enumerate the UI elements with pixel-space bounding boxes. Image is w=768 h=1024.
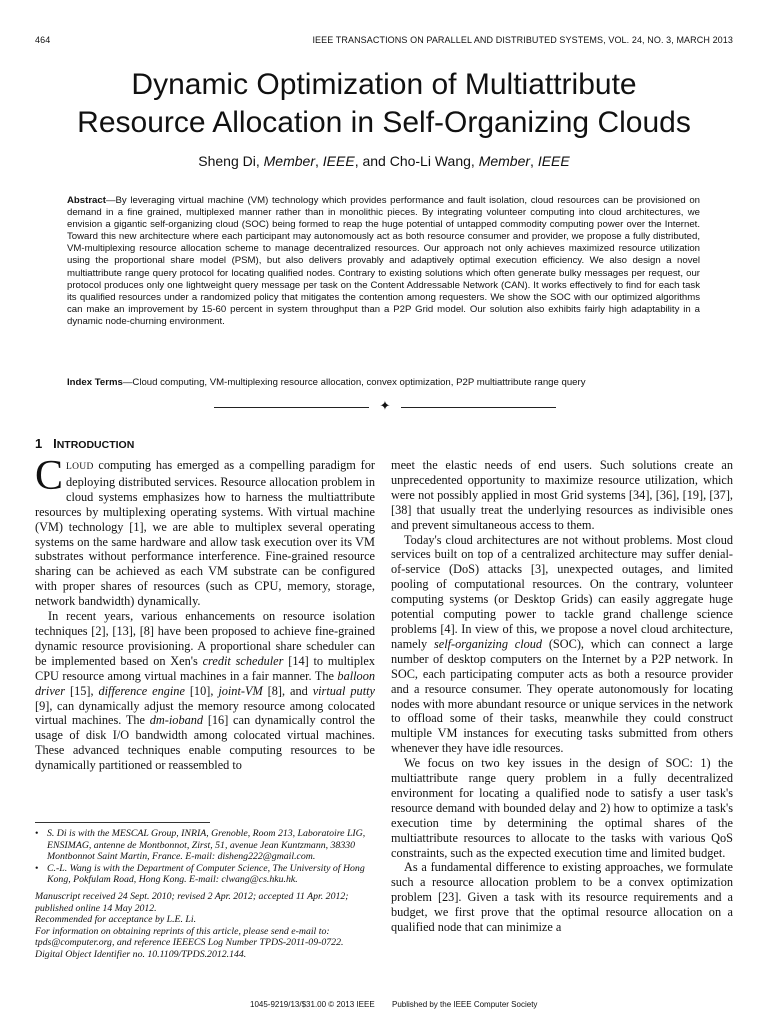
italic-term: dm-ioband [149, 713, 204, 728]
index-terms [67, 377, 707, 389]
bullet-icon: • [35, 828, 39, 839]
paragraph-text: [14] to multiplex CPU resource among virtual machines in a fair manner. The [35, 653, 375, 683]
bullet-icon: • [35, 862, 39, 874]
paragraph-text: [10], [184, 683, 219, 698]
separator-diamond-icon: ✦ [379, 398, 391, 413]
paragraph [35, 453, 375, 609]
italic-term: self-organizing cloud [433, 636, 543, 651]
italic-term: difference engine [98, 683, 185, 698]
italic-term: credit scheduler [202, 653, 284, 668]
manuscript-dates: Manuscript received 24 Sept. 2010; revised 2 Apr. 2012; accepted 11 Apr. 2012; published online 14 May 2012. [35, 890, 349, 914]
footnote-affiliation-2 [35, 863, 380, 886]
title-line-2: Resource Allocation in Self-Organizing Clouds [77, 106, 691, 139]
abstract-text: —By leveraging virtual machine (VM) technology which provides performance and fault isolation, cloud resources can be provisioned on demand in a fine grained, multiplexed manner rather than in monolithic pieces. By integrating volunteer computing into cloud architectures, we envision a gigantic self-organizing cloud (SOC) being formed to reap the huge potential of untapped commodity computing power over the Internet. Toward this new architecture where each participant may autonomously act as both resource consumer and provider, we propose a fully distributed, VM-multiplexing resource allocation scheme to manage decentralized resources. Our approach not only achieves maximized resource utilization using the proportional share model (PSM), but also delivers provably and adaptively optimal execution efficiency. We also design a novel multiattribute range query protocol for locating qualified nodes. Contrary to existing solutions which often generate bulky messages per request, our protocol produces only one lightweight query message per task on the Content Addressable Network (CAN). It works effectively to find for each task its qualified resources under a randomized policy that mitigates the contention among requesters. We show the SOC with our optimized algorithms can make an improvement by 15-60 percent in system throughput than a P2P Grid model. Our solution also exhibits fairly high adaptability in a dynamic node-churning environment. [67, 195, 700, 327]
footnote-text: C.-L. Wang is with the Department of Computer Science, The University of Hong Kong, Pokfulam Road, Hong Kong. E-mail: clwang@cs.hku.hk. [47, 862, 365, 886]
paragraph-text: computing has emerged as a compelling paradigm for deploying distributed services. Resource allocation problem in cloud systems emphasizes how to harness the multiattribute resources by multiplexing operating systems. With virtual machine (VM) technology [1], we are able to multiplex several operating systems on the same hardware and allow task execution over its VM substrates without performance interference. Fine-grained resource sharing can be achieved as each VM substrate can be configured with proper shares of resources (such as CPU, memory, storage, network bandwidth) dynamically. [35, 458, 375, 609]
drop-cap: C [35, 453, 64, 499]
abstract-label: Abstract [67, 195, 106, 206]
italic-term: joint-VM [218, 683, 263, 698]
footnote-affiliation-1 [35, 828, 380, 863]
index-terms-label: Index Terms [67, 377, 123, 388]
reprints-info: For information on obtaining reprints of this article, please send e-mail to: tpds@computer.org, and reference IEEECS Log Number TPDS-2011-09-0722. [35, 925, 344, 949]
section-title-initial: I [53, 436, 57, 451]
doi: Digital Object Identifier no. 10.1109/TPDS.2012.144. [35, 948, 247, 960]
paragraph-text: In recent years, various enhancements on resource isolation techniques [2], [13], [8] have been proposed to achieve fine-grained dynamic resource provisioning. A proportional share scheduler can be implemented based on Xen's [35, 609, 375, 668]
section-number: 1 [35, 436, 43, 451]
author-and: , and Cho-Li Wang, [354, 153, 479, 169]
paragraph-text: [15], [65, 683, 99, 698]
italic-term: balloon driver [35, 668, 375, 698]
right-column [391, 458, 733, 935]
paragraph-text: [16] can dynamically control the usage of disk I/O bandwidth among colocated virtual machines. These advanced techniques enable computing resources to be dynamically partitioned or reassembled to [35, 713, 375, 773]
left-column [35, 453, 375, 773]
paragraph: As a fundamental difference to existing approaches, we formulate such a resource allocation problem to be a convex optimization problem [23]. Given a task with its resource requirements and a budget, we first prove that the optimal resource allocation on a qualified node that can minimize a [391, 860, 733, 935]
running-head [35, 35, 733, 49]
paragraph-text: [8], and [262, 683, 313, 698]
footnote-text: S. Di is with the MESCAL Group, INRIA, Grenoble, Room 213, Laboratoire LIG, ENSIMAG, antenne de Montbonnot, Zirst, 51, avenue Jean Kuntzmann, 38330 Montbonnot Saint Martin, France. E-mail: disheng222@gmail.com. [47, 828, 366, 863]
paragraph [35, 609, 375, 773]
small-caps-word: LOUD [66, 462, 94, 472]
journal-info: IEEE TRANSACTIONS ON PARALLEL AND DISTRIBUTED SYSTEMS, VOL. 24, NO. 3, MARCH 2013 [312, 35, 733, 45]
author-1-role: Member [263, 153, 315, 169]
separator-rule-left [214, 407, 369, 408]
author-2-org: IEEE [537, 153, 570, 169]
section-title-rest: NTRODUCTION [56, 439, 135, 451]
abstract [67, 195, 700, 328]
title-line-1: Dynamic Optimization of Multiattribute [131, 68, 637, 101]
footnotes [35, 828, 380, 961]
footnote-rule [35, 822, 210, 823]
paragraph-text: [9], can dynamically adjust the memory resource among colocated virtual machines. The [35, 698, 375, 728]
separator-rule-right [401, 407, 556, 408]
author-line [20, 153, 748, 169]
index-terms-text: —Cloud computing, VM-multiplexing resource allocation, convex optimization, P2P multiattribute range query [122, 377, 586, 388]
page-number: 464 [35, 35, 51, 45]
copyright-line: 1045-9219/13/$31.00 © 2013 IEEE [250, 1000, 375, 1009]
publisher-line: Published by the IEEE Computer Society [392, 1000, 538, 1009]
recommended-by: Recommended for acceptance by L.E. Li. [35, 914, 197, 926]
author-1: Sheng Di, [198, 153, 264, 169]
paragraph: We focus on two key issues in the design of SOC: 1) the multiattribute range query problem in a fully decentralized environment for locating a qualified node to satisfy a user task's resource demand with bounded delay and 2) how to optimize a task's execution time by determining the optimal shares of the multiattribute resources to allocate to the tasks with various QoS constraints, such as the expected execution time and limited budget. [391, 756, 733, 860]
paragraph: meet the elastic needs of end users. Such solutions create an unprecedented opportunity to maximize resource utilization, which were not possibly applied in most Grid systems [34], [36], [19], [37], [38] that usually treat the underlying resources as indivisible ones and prevent simultaneous access to them. [391, 458, 733, 532]
italic-term: virtual putty [312, 683, 375, 698]
author-2-role: Member [478, 153, 531, 169]
paragraph-text: (SOC), which can connect a large number of desktop computers on the Internet by a P2P network. In SOC, each participating computer acts as both a resource provider and a resource consumer. They operate autonomously for locating nodes with more abundant resource or unique services in the network to offload some of their tasks, meanwhile they could construct multiple VM instances for executing tasks submitted from others whenever they have idle resources. [391, 636, 733, 756]
author-sep: , [315, 153, 323, 169]
author-1-org: IEEE [322, 153, 355, 169]
paragraph [391, 533, 733, 757]
paper-title [20, 66, 748, 142]
author-sep: , [530, 153, 538, 169]
section-heading [35, 436, 134, 451]
paragraph-text: Today's cloud architectures are not without problems. Most cloud services built on top of a centralized architecture may suffer denial-of-service (DoS) attacks [3], unexpected outages, and limited pooling of computational resources. On the contrary, volunteer computing systems (or Desktop Grids) can easily aggregate huge potential computing power to tackle grand challenge science problems [4]. In view of this, we propose a novel cloud architecture, namely [391, 532, 733, 651]
